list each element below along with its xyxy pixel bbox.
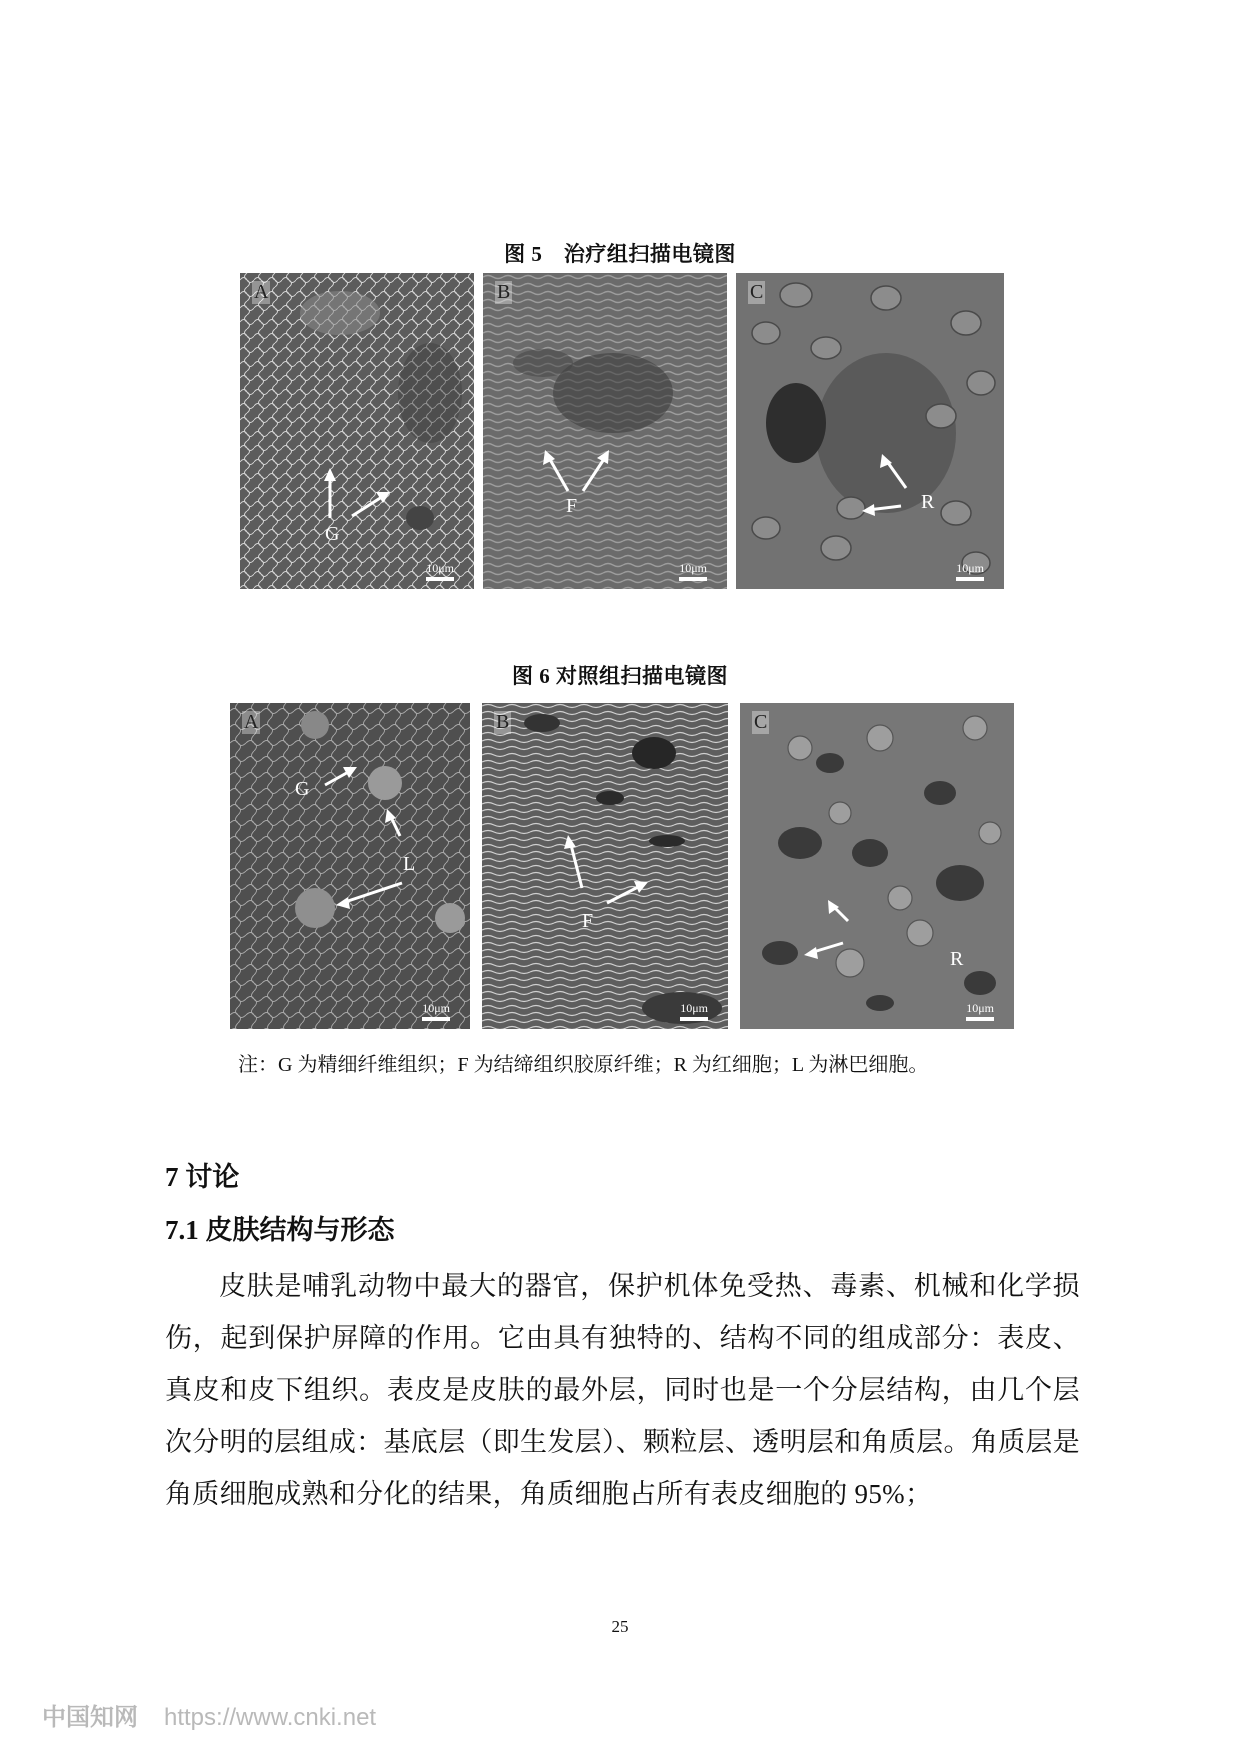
figure6-panel-a-label: A xyxy=(244,711,259,733)
marker-r: R xyxy=(921,491,935,513)
scale-bar: 10μm xyxy=(679,561,707,581)
figure5-panel-b-label: B xyxy=(497,281,511,303)
figure-note: 注：G 为精细纤维组织；F 为结缔组织胶原纤维；R 为红细胞；L 为淋巴细胞。 xyxy=(238,1054,929,1076)
scale-bar: 10μm xyxy=(426,561,454,581)
figure5-panel-a xyxy=(240,273,474,589)
scale-bar: 10μm xyxy=(680,1001,708,1021)
body-paragraph: 皮肤是哺乳动物中最大的器官，保护机体免受热、毒素、机械和化学损伤，起到保护屏障的作用。它由具有独特的、结构不同的组成部分：表皮、真皮和皮下组织。表皮是皮肤的最外层，同时也是一个分层结构，由几个层次分明的层组成：基底层（即生发层）、颗粒层、透明层和角质层。角质层是角质细胞成熟和分化的结果，角质细胞占所有表皮细胞的 95%； xyxy=(165,1271,1080,1509)
figure5-panel-c xyxy=(736,273,1004,589)
scale-bar: 10μm xyxy=(422,1001,450,1021)
figure5-caption: 图 5 治疗组扫描电镜图 xyxy=(504,242,736,266)
figure6-panel-b-label: B xyxy=(496,711,510,733)
scale-bar: 10μm xyxy=(966,1001,994,1021)
figure6-panel-a xyxy=(230,703,470,1029)
watermark-brand: 中国知网 xyxy=(42,1704,138,1731)
marker-g: G xyxy=(295,778,310,800)
figure6-panel-c-label: C xyxy=(754,711,768,733)
figure5-panel-b xyxy=(483,273,727,589)
watermark xyxy=(42,1697,376,1732)
marker-l: L xyxy=(403,853,416,875)
section-heading: 7 讨论 xyxy=(165,1162,240,1192)
sem-image-fibrous xyxy=(240,273,474,589)
marker-g: G xyxy=(325,523,340,545)
subsection-heading: 7.1 皮肤结构与形态 xyxy=(165,1215,395,1245)
scale-bar: 10μm xyxy=(956,561,984,581)
marker-f: F xyxy=(566,495,578,517)
figure6-panel-b xyxy=(482,703,728,1029)
sem-image-porous-tissue xyxy=(740,703,1014,1029)
watermark-url: https://www.cnki.net xyxy=(164,1704,377,1731)
page-number: 25 xyxy=(611,1617,629,1636)
figure5-panel-a-label: A xyxy=(254,281,269,303)
marker-f: F xyxy=(582,910,594,932)
figure6-panel-c xyxy=(740,703,1014,1029)
sem-image-collagen xyxy=(483,273,727,589)
sem-image-fine-fibers xyxy=(230,703,470,1029)
figure6-caption: 图 6 对照组扫描电镜图 xyxy=(512,664,728,688)
figure5-panel-c-label: C xyxy=(750,281,764,303)
sem-image-collagen-bundles xyxy=(482,703,728,1029)
marker-r: R xyxy=(950,948,964,970)
sem-image-red-cells xyxy=(736,273,1004,589)
